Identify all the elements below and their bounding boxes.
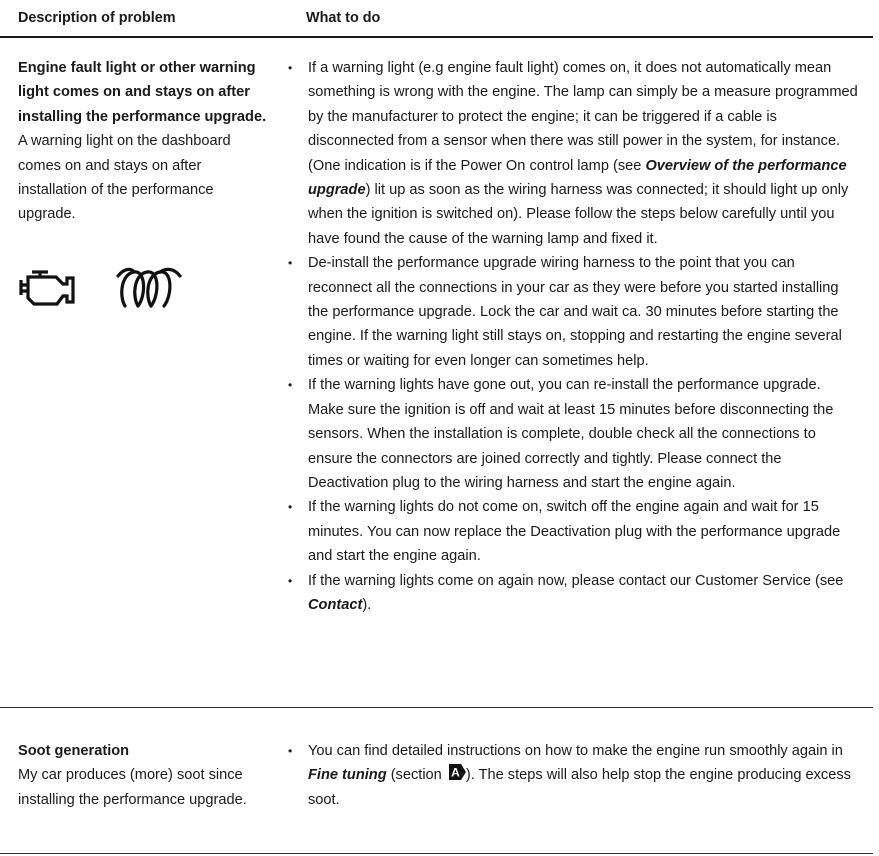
bullet-icon: • bbox=[288, 573, 293, 588]
bullet-icon: • bbox=[288, 500, 293, 515]
bullet-icon: • bbox=[288, 378, 293, 393]
solution-cell bbox=[288, 739, 858, 812]
list-item: • If the warning lights have gone out, you can re-install the performance upgrade. Make sure the ignition is off and wait at least 15 minutes before disconnecting the sensors. When the installation is complete, double check all the connections to ensure the connectors are joined correctly and tightly. Please connect the Deactivation plug to the wiring harness and start the engine again. bbox=[288, 373, 858, 495]
problem-cell bbox=[18, 739, 268, 812]
bullet-icon: • bbox=[288, 744, 293, 758]
list-item: • You can find detailed instructions on how to make the engine run smoothly again in Fine tuning (section A ). The steps will also help stop the engine producing excess soot. bbox=[288, 739, 858, 812]
table-row bbox=[0, 56, 873, 708]
list-item: • De-install the performance upgrade wiring harness to the point that you can reconnect all the connections in your car as they were before you started installing the performance upgrade. Lock the car and wait ca. 30 minutes before starting the engine. If the warning light still stays on, stopping and restarting the engine several times or waiting for even longer can sometimes help. bbox=[288, 251, 858, 373]
solution-cell bbox=[288, 56, 858, 617]
table-row bbox=[0, 739, 873, 854]
fine-tuning-link[interactable]: Fine tuning bbox=[308, 767, 387, 784]
list-item: • If the warning lights do not come on, switch off the engine again and wait for 15 minutes. You can now replace the Deactivation plug with the performance upgrade and start the engine again. bbox=[288, 495, 858, 568]
glow-plug-icon bbox=[116, 266, 182, 310]
solution-steps bbox=[288, 739, 858, 812]
section-badge-letter: A bbox=[451, 765, 460, 780]
engine-warning-icon bbox=[18, 266, 76, 310]
table-header bbox=[0, 0, 873, 38]
bullet-icon: • bbox=[288, 256, 293, 271]
column-header-problem: Description of problem bbox=[18, 10, 176, 26]
section-badge-icon bbox=[449, 764, 466, 780]
warning-icons bbox=[18, 266, 198, 314]
problem-description: A warning light on the dashboard comes on and stays on after installation of the performance upgrade. bbox=[18, 133, 231, 223]
problem-cell bbox=[18, 56, 268, 227]
solution-steps bbox=[288, 56, 858, 617]
problem-title: Engine fault light or other warning light comes on and stays on after installing the performance upgrade. bbox=[18, 60, 267, 125]
problem-title: Soot generation bbox=[18, 743, 130, 759]
overview-link[interactable]: Overview of the performance upgrade bbox=[308, 157, 847, 199]
bullet-icon: • bbox=[288, 61, 293, 75]
list-item: • If the warning lights come on again now, please contact our Customer Service (see Contact). bbox=[288, 569, 858, 618]
contact-link[interactable]: Contact bbox=[308, 596, 363, 613]
column-header-what-to-do: What to do bbox=[306, 10, 381, 26]
problem-description: My car produces (more) soot since installing the performance upgrade. bbox=[18, 767, 247, 808]
list-item: • If a warning light (e.g engine fault light) comes on, it does not automatically mean something is wrong with the engine. The lamp can simply be a measure programmed by the manufacturer to protect the engine; it can be triggered if a cable is disconnected from a sensor when there was still power in the system, for instance. (One indication is if the Power On control lamp (see Overview of the performance upgrade) lit up as soon as the wiring harness was connected; it should light up only when the ignition is switched on). Please follow the steps below carefully until you have found the cause of the warning lamp and fixed it. bbox=[288, 56, 858, 251]
